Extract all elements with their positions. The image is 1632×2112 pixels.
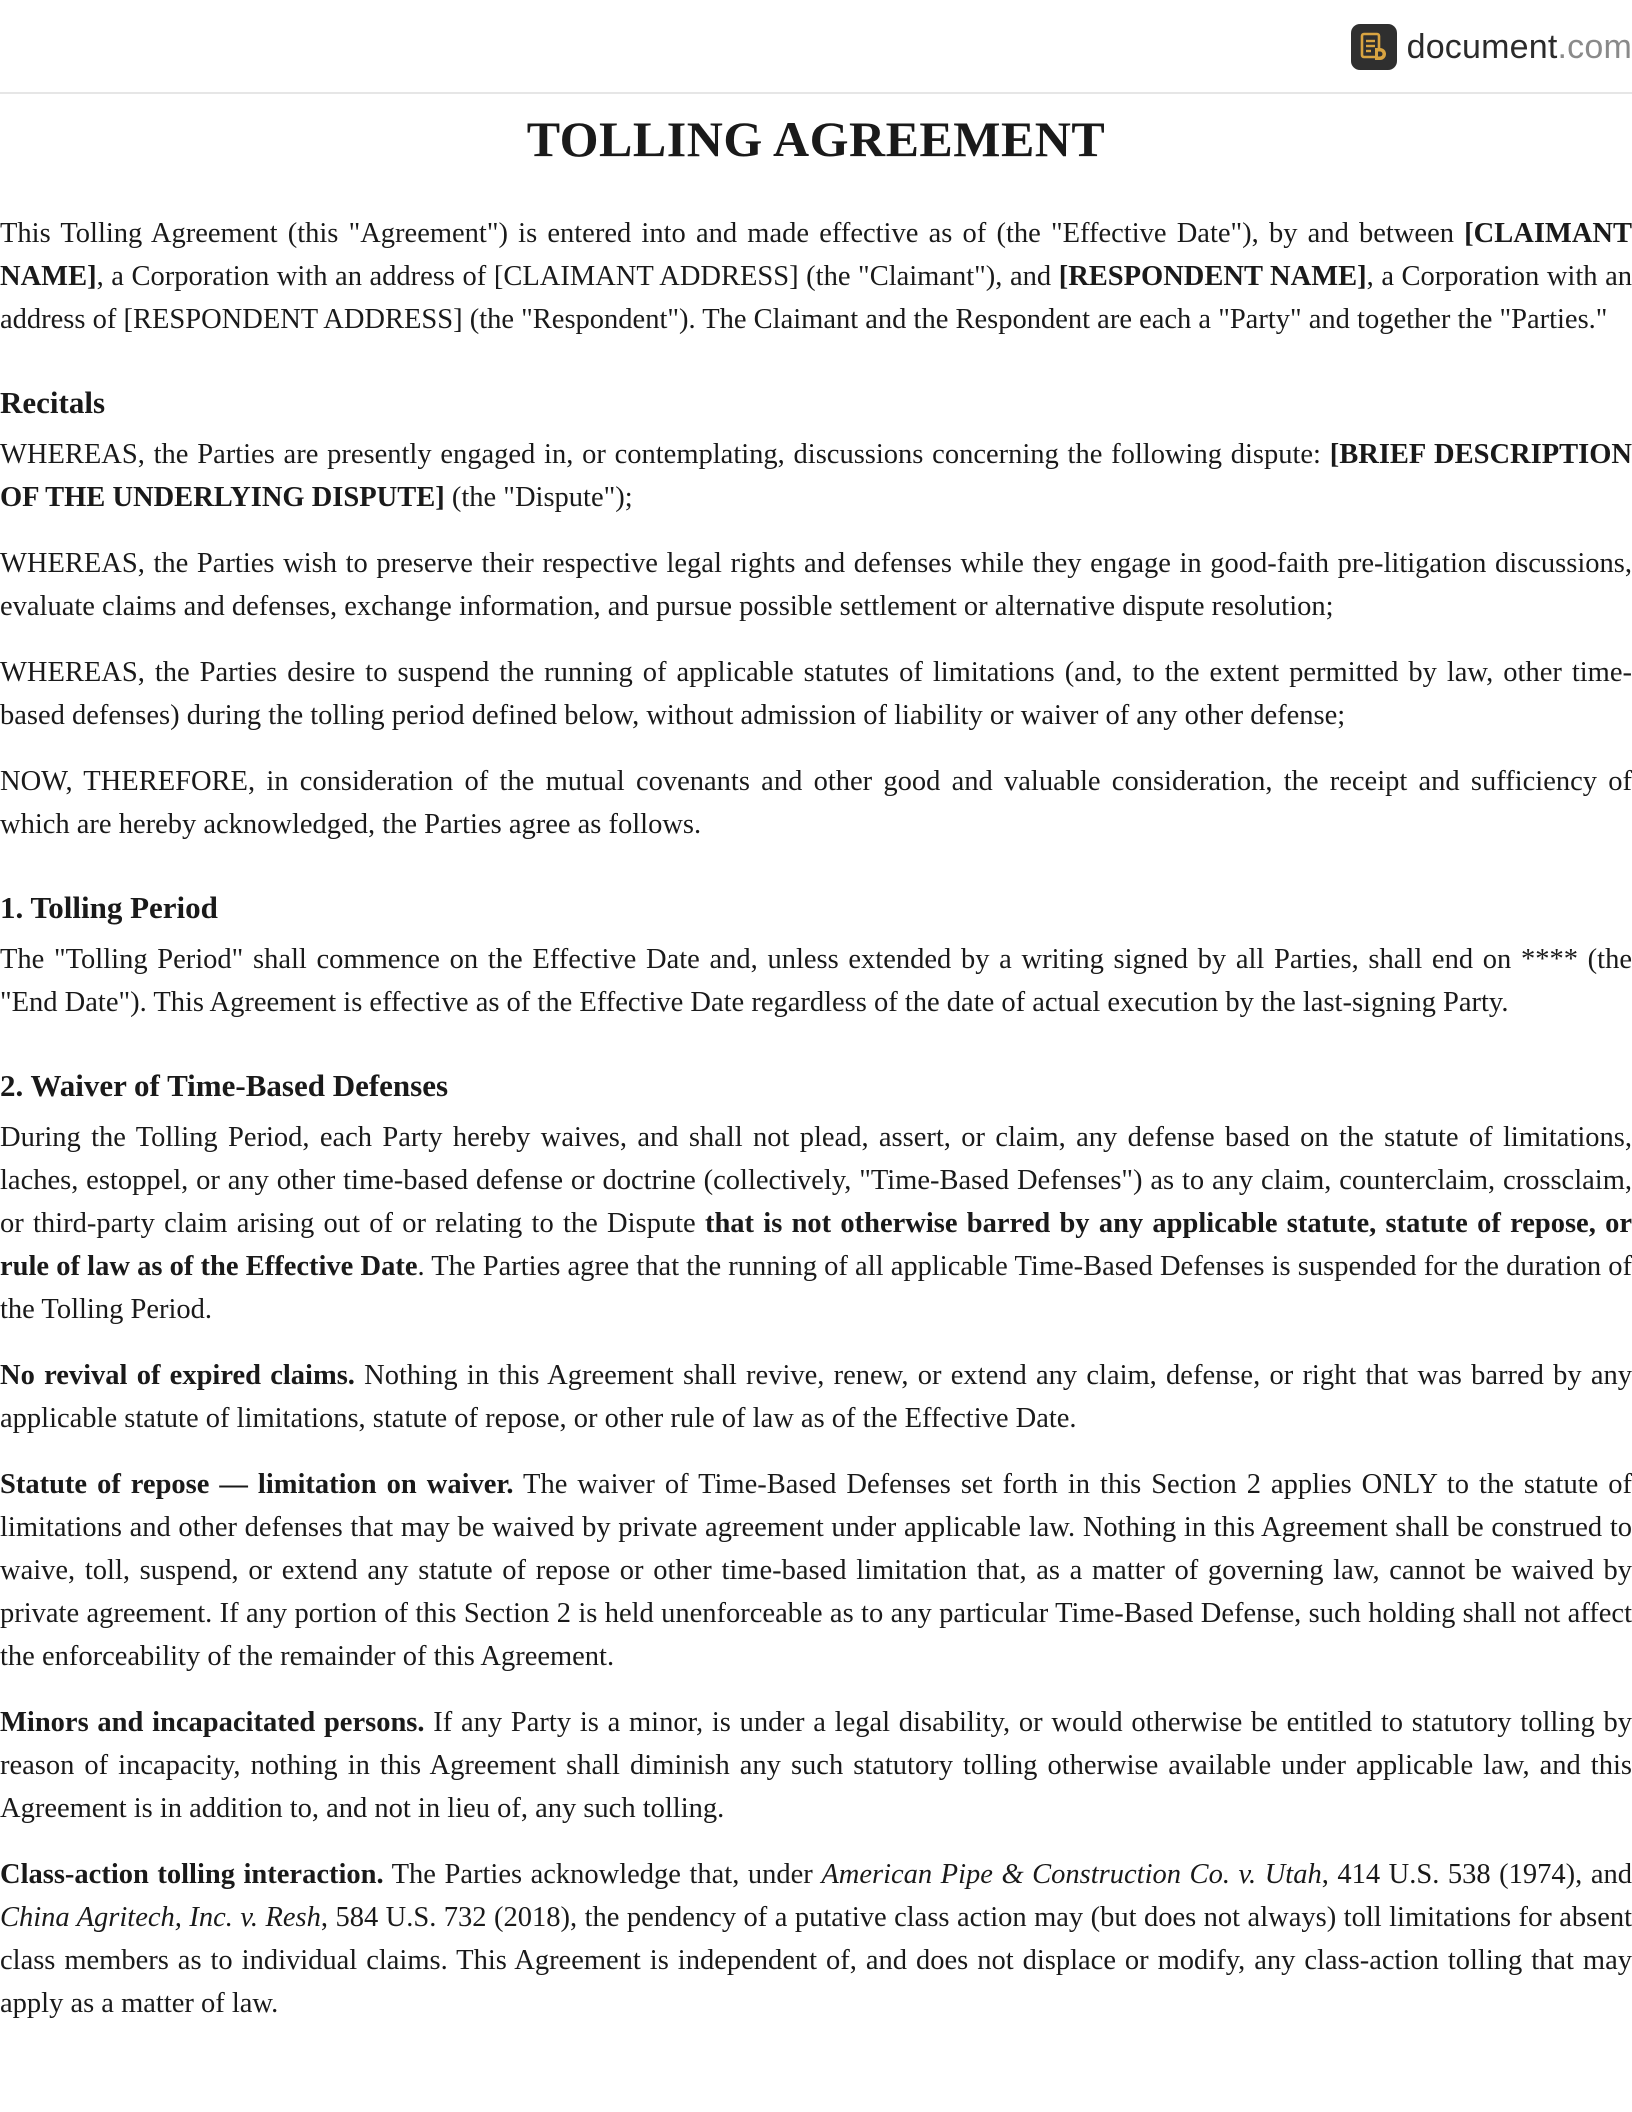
header-bar <box>0 0 1632 94</box>
section-2-heading: 2. Waiver of Time-Based Defenses <box>0 1068 449 1103</box>
recitals-heading: Recitals <box>0 385 106 420</box>
class-action-text-b: , 414 U.S. 538 (1974), and <box>1321 1859 1632 1890</box>
class-action-text-c: , 584 U.S. 732 (2018), the pendency of a putative class action may (but does not always) toll limitations for absent class members as to individual claims. This Agreement is independent of, and does not displace or modify, any class-action tolling that may apply as a matter of law. <box>0 1902 1632 2019</box>
no-revival-label: No revival of expired claims. <box>0 1360 355 1391</box>
intro-text-2: , a Corporation with an address of [CLAIMANT ADDRESS] (the "Claimant"), and <box>96 261 1059 292</box>
class-action-text-a: The Parties acknowledge that, under <box>383 1859 822 1890</box>
brand-name <box>1407 28 1632 67</box>
case-citation-china-agritech: China Agritech, Inc. v. Resh <box>0 1902 321 1933</box>
dispute-description-placeholder: [BRIEF DESCRIPTION OF THE UNDERLYING DISPUTE] <box>0 439 1632 513</box>
class-action-label: Class-action tolling interaction. <box>0 1859 384 1890</box>
recital-1-text-a: WHEREAS, the Parties are presently engaged in, or contemplating, discussions concerning the following dispute: <box>0 439 1330 470</box>
recital-3: WHEREAS, the Parties desire to suspend the running of applicable statutes of limitations (and, to the extent permitted by law, other time-based defenses) during the tolling period defined below, without admission of liability or waiver of any other defense; <box>0 657 1632 731</box>
no-revival-body: Nothing in this Agreement shall revive, renew, or extend any claim, defense, or right that was barred by any applicable statute of limitations, statute of repose, or other rule of law as of the Effective Date. <box>0 1360 1632 1434</box>
intro-paragraph <box>0 212 1632 341</box>
class-action-paragraph <box>0 1853 1632 2025</box>
recital-1-text-c: (the "Dispute"); <box>444 482 633 513</box>
intro-text-3: , a Corporation with an address of [RESPONDENT ADDRESS] (the "Respondent"). The Claimant and the Respondent are each a "Party" and together the "Parties." <box>0 261 1632 335</box>
statute-of-repose-paragraph <box>0 1463 1632 1678</box>
minors-paragraph <box>0 1701 1632 1830</box>
minors-label: Minors and incapacitated persons. <box>0 1707 425 1738</box>
recital-1 <box>0 433 1632 519</box>
brand-logo-link[interactable] <box>1351 22 1632 72</box>
section-2-p1-text-c: . The Parties agree that the running of all applicable Time-Based Defenses is suspended for the duration of the Tolling Period. <box>0 1251 1632 1325</box>
section-1-heading: 1. Tolling Period <box>0 890 218 925</box>
respondent-name-placeholder: [RESPONDENT NAME] <box>1058 261 1367 292</box>
claimant-name-placeholder: [CLAIMANT NAME] <box>0 218 1632 292</box>
document-title: TOLLING AGREEMENT <box>526 111 1106 167</box>
section-1-body: The "Tolling Period" shall commence on the Effective Date and, unless extended by a writing signed by all Parties, shall end on **** (the "End Date"). This Agreement is effective as of the Effective Date regardless of the date of actual execution by the last-signing Party. <box>0 944 1632 1018</box>
document-logo-icon <box>1351 24 1397 70</box>
document-body <box>0 108 1632 2048</box>
intro-text-1: This Tolling Agreement (this "Agreement") is entered into and made effective as of (the "Effective Date"), by and between <box>0 218 1465 249</box>
recital-4: NOW, THEREFORE, in consideration of the mutual covenants and other good and valuable consideration, the receipt and sufficiency of which are hereby acknowledged, the Parties agree as follows. <box>0 766 1632 840</box>
no-revival-paragraph <box>0 1354 1632 1440</box>
minors-body: If any Party is a minor, is under a legal disability, or would otherwise be entitled to statutory tolling by reason of incapacity, nothing in this Agreement shall diminish any such statutory tolling otherwise available under applicable law, and this Agreement is in addition to, and not in lieu of, any such tolling. <box>0 1707 1632 1824</box>
case-citation-american-pipe: American Pipe & Construction Co. v. Utah <box>821 1859 1322 1890</box>
statute-of-repose-label: Statute of repose — limitation on waiver. <box>0 1469 514 1500</box>
section-2-paragraph-1 <box>0 1116 1632 1331</box>
statute-of-repose-body: The waiver of Time-Based Defenses set forth in this Section 2 applies ONLY to the statute of limitations and other defenses that may be waived by private agreement under applicable law. Nothing in this Agreement shall be construed to waive, toll, suspend, or extend any statute of repose or other time-based limitation that, as a matter of governing law, cannot be waived by private agreement. If any portion of this Section 2 is held unenforceable as to any particular Time-Based Defense, such holding shall not affect the enforceability of the remainder of this Agreement. <box>0 1469 1632 1672</box>
brand-name-main: document <box>1406 27 1558 66</box>
recital-2: WHEREAS, the Parties wish to preserve their respective legal rights and defenses while they engage in good-faith pre-litigation discussions, evaluate claims and defenses, exchange information, and pursue possible settlement or alternative dispute resolution; <box>0 548 1632 622</box>
brand-name-suffix: .com <box>1557 27 1632 66</box>
section-2-p1-text-a: During the Tolling Period, each Party hereby waives, and shall not plead, assert, or claim, any defense based on the statute of limitations, laches, estoppel, or any other time-based defense or doctrine (collectively, "Time-Based Defenses") as to any claim, counterclaim, crossclaim, or third-party claim arising out of or relating to the Dispute <box>0 1122 1632 1239</box>
section-2-p1-bold: that is not otherwise barred by any applicable statute, statute of repose, or rule of law as of the Effective Date <box>0 1208 1632 1282</box>
